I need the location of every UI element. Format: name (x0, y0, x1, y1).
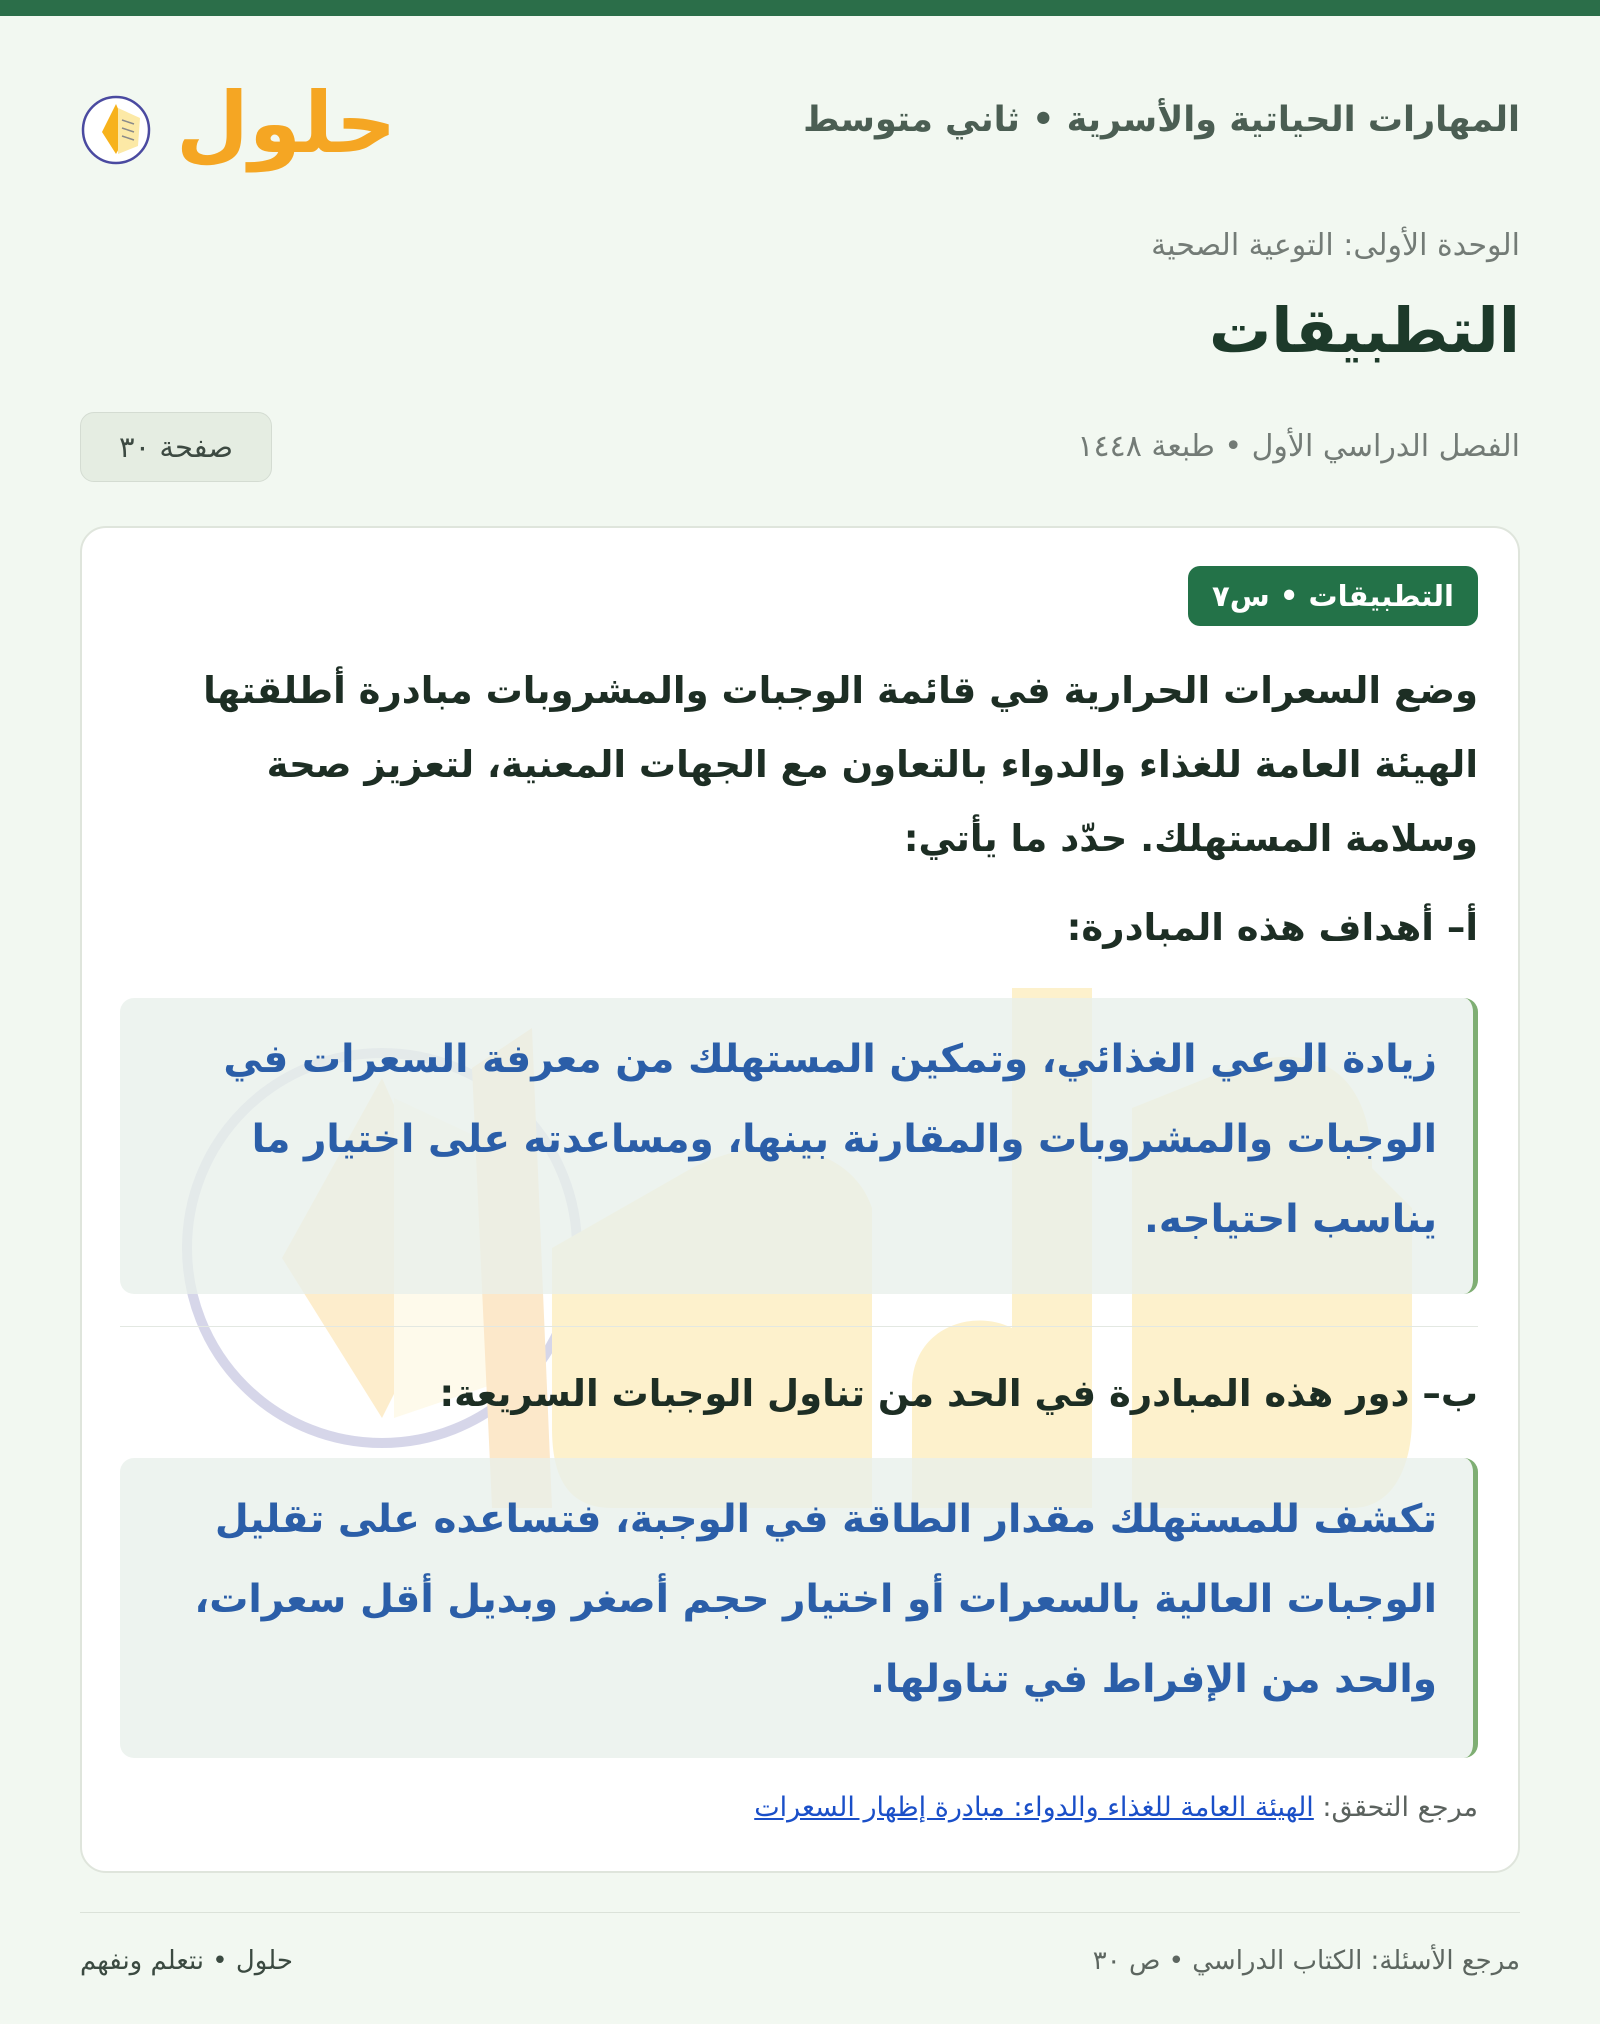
part-b-answer: تكشف للمستهلك مقدار الطاقة في الوجبة، فتساعده على تقليل الوجبات العالية بالسعرات أو اختيار حجم أصغر وبديل أقل سعرات، والحد من الإفراط في تناولها. (120, 1458, 1478, 1758)
page-number-badge: صفحة ٣٠ (80, 412, 272, 482)
question-text: وضع السعرات الحرارية في قائمة الوجبات والمشروبات مبادرة أطلقتها الهيئة العامة للغذاء والدواء بالتعاون مع الجهات المعنية، لتعزيز صحة وسلامة المستهلك. حدّد ما يأتي: (203, 669, 1478, 860)
top-accent-strip (0, 0, 1600, 16)
subject-title: المهارات الحياتية والأسرية • ثاني متوسط (803, 100, 1520, 140)
footer-brand: حلول • نتعلم ونفهم (80, 1946, 293, 1976)
question-card (80, 526, 1520, 1873)
reference-line (754, 1792, 1478, 1823)
question-badge: التطبيقات • س٧ (1188, 566, 1478, 626)
reference-link[interactable]: الهيئة العامة للغذاء والدواء: مبادرة إظهار السعرات (754, 1792, 1314, 1823)
reference-label: مرجع التحقق: (1322, 1792, 1478, 1823)
hulul-logo[interactable] (80, 62, 397, 188)
footer-divider (80, 1912, 1520, 1913)
divider (120, 1326, 1478, 1327)
part-a-label: أ– أهداف هذه المبادرة: (1066, 906, 1478, 949)
logo-text: حلول (176, 74, 397, 172)
part-b-label: ب– دور هذه المبادرة في الحد من تناول الوجبات السريعة: (439, 1372, 1478, 1415)
footer-source: مرجع الأسئلة: الكتاب الدراسي • ص ٣٠ (1092, 1946, 1520, 1976)
part-a-answer: زيادة الوعي الغذائي، وتمكين المستهلك من معرفة السعرات في الوجبات والمشروبات والمقارنة بينها، ومساعدته على اختيار ما يناسب احتياجه. (120, 998, 1478, 1294)
term-label: الفصل الدراسي الأول • طبعة ١٤٤٨ (1077, 429, 1520, 464)
unit-label: الوحدة الأولى: التوعية الصحية (1151, 228, 1520, 263)
page-title: التطبيقات (1208, 294, 1520, 367)
header (80, 62, 1520, 188)
